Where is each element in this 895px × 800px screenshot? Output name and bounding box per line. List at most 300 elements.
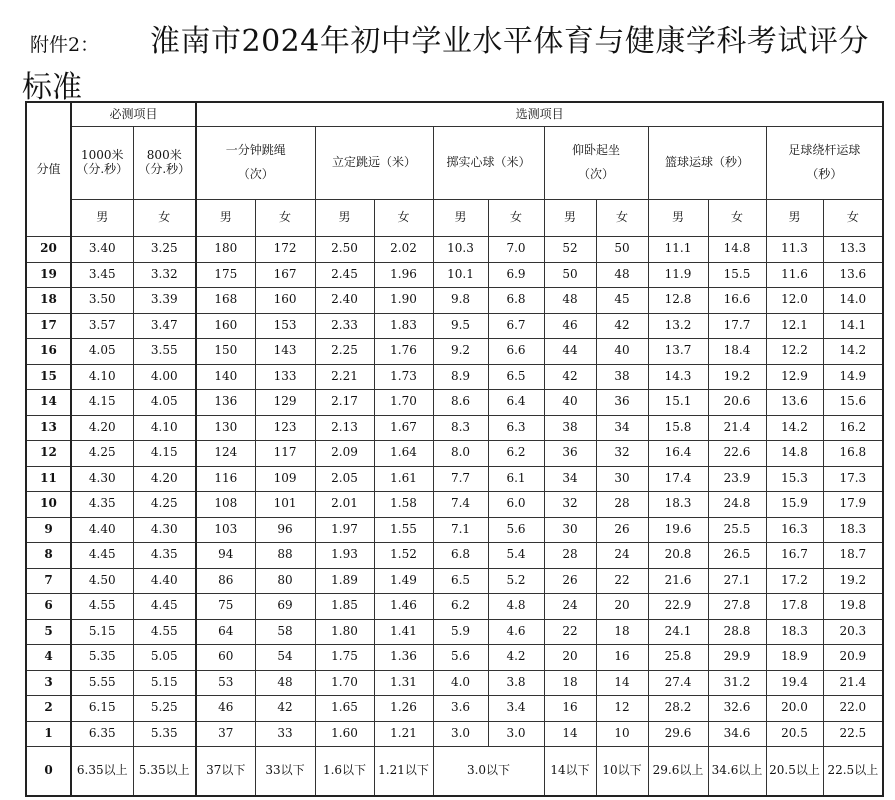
table-cell: 24: [596, 543, 648, 569]
table-cell: 3.39: [133, 288, 196, 314]
table-cell: 4.00: [133, 364, 196, 390]
table-cell: 143: [255, 339, 315, 365]
table-cell: 18: [596, 619, 648, 645]
table-cell: 48: [255, 670, 315, 696]
table-cell: 42: [255, 696, 315, 722]
table-row: [26, 441, 883, 467]
table-cell: 12: [596, 696, 648, 722]
table-cell: 22: [544, 619, 596, 645]
table-cell: 1.46: [374, 594, 433, 620]
table-cell: 7.0: [488, 237, 544, 263]
table-cell: 3.4: [488, 696, 544, 722]
table-cell: 1.49: [374, 568, 433, 594]
table-cell: 31.2: [708, 670, 766, 696]
soccer-male-header: 男: [766, 200, 823, 237]
run800-female-header: 女: [133, 200, 196, 237]
table-cell: 19.8: [823, 594, 883, 620]
table-cell: 6.5: [433, 568, 488, 594]
table-cell: 6.0: [488, 492, 544, 518]
table-row: [26, 670, 883, 696]
table-cell: 5.15: [133, 670, 196, 696]
table-cell: 7.4: [433, 492, 488, 518]
score-value: 19: [26, 262, 71, 288]
table-cell: 4.15: [133, 441, 196, 467]
table-cell: 14: [544, 721, 596, 747]
table-cell: 18.3: [648, 492, 708, 518]
table-cell: 20.3: [823, 619, 883, 645]
table-cell: 22.9: [648, 594, 708, 620]
table-cell: 2.01: [315, 492, 374, 518]
rope-male-header: 男: [196, 200, 255, 237]
page-title-continued: 标准: [22, 70, 82, 105]
table-cell: 18: [544, 670, 596, 696]
score-value: 7: [26, 568, 71, 594]
table-cell: 11.3: [766, 237, 823, 263]
table-cell: 4.25: [71, 441, 133, 467]
table-cell: 5.6: [488, 517, 544, 543]
table-cell: 86: [196, 568, 255, 594]
score-value: 5: [26, 619, 71, 645]
table-row: [26, 339, 883, 365]
table-cell: 6.8: [433, 543, 488, 569]
table-cell: 28: [596, 492, 648, 518]
table-cell: 1.26: [374, 696, 433, 722]
table-cell: 4.2: [488, 645, 544, 671]
table-cell: 1.21: [374, 721, 433, 747]
table-cell: 75: [196, 594, 255, 620]
table-cell: 20: [544, 645, 596, 671]
table-cell: 14.2: [766, 415, 823, 441]
table-cell: 5.05: [133, 645, 196, 671]
table-cell: 6.2: [433, 594, 488, 620]
table-cell: 13.7: [648, 339, 708, 365]
item-basketball-header: 篮球运球（秒）: [648, 127, 766, 200]
annex-label: 附件2：: [30, 34, 100, 56]
zero-situp-male: 14以下: [544, 747, 596, 797]
jump-female-header: 女: [374, 200, 433, 237]
table-cell: 5.6: [433, 645, 488, 671]
table-cell: 4.35: [71, 492, 133, 518]
table-cell: 15.6: [823, 390, 883, 416]
table-cell: 5.35: [71, 645, 133, 671]
table-cell: 17.4: [648, 466, 708, 492]
table-cell: 3.8: [488, 670, 544, 696]
jump-male-header: 男: [315, 200, 374, 237]
table-cell: 1.55: [374, 517, 433, 543]
table-cell: 1.31: [374, 670, 433, 696]
optional-group-header: 选测项目: [196, 102, 883, 127]
table-cell: 11.1: [648, 237, 708, 263]
table-cell: 52: [544, 237, 596, 263]
table-cell: 11.9: [648, 262, 708, 288]
table-cell: 1.96: [374, 262, 433, 288]
table-cell: 2.02: [374, 237, 433, 263]
title-line: [22, 16, 882, 60]
table-cell: 2.33: [315, 313, 374, 339]
table-row: [26, 619, 883, 645]
table-cell: 26.5: [708, 543, 766, 569]
table-cell: 18.3: [766, 619, 823, 645]
score-value: 13: [26, 415, 71, 441]
table-cell: 13.6: [823, 262, 883, 288]
table-row: [26, 696, 883, 722]
table-cell: 28: [544, 543, 596, 569]
required-group-header: 必测项目: [71, 102, 196, 127]
table-cell: 3.6: [433, 696, 488, 722]
table-cell: 48: [544, 288, 596, 314]
table-cell: 33: [255, 721, 315, 747]
table-cell: 6.7: [488, 313, 544, 339]
zero-rope-male: 37以下: [196, 747, 255, 797]
table-cell: 34.6: [708, 721, 766, 747]
table-cell: 1.64: [374, 441, 433, 467]
table-cell: 34: [544, 466, 596, 492]
item-rope-header: 一分钟跳绳 （次）: [196, 127, 315, 200]
table-cell: 16.4: [648, 441, 708, 467]
table-cell: 21.4: [823, 670, 883, 696]
table-cell: 17.9: [823, 492, 883, 518]
table-cell: 22.6: [708, 441, 766, 467]
table-cell: 4.05: [71, 339, 133, 365]
table-cell: 24: [544, 594, 596, 620]
table-cell: 5.55: [71, 670, 133, 696]
table-row: [26, 390, 883, 416]
table-cell: 1.65: [315, 696, 374, 722]
table-cell: 29.9: [708, 645, 766, 671]
table-cell: 13.3: [823, 237, 883, 263]
table-cell: 64: [196, 619, 255, 645]
table-cell: 42: [596, 313, 648, 339]
table-cell: 50: [596, 237, 648, 263]
table-cell: 18.9: [766, 645, 823, 671]
table-cell: 14.8: [766, 441, 823, 467]
table-cell: 140: [196, 364, 255, 390]
table-cell: 54: [255, 645, 315, 671]
table-row: [26, 594, 883, 620]
table-cell: 3.0: [433, 721, 488, 747]
item-1000m-header: 1000米（分.秒）: [71, 127, 133, 200]
page-title: 淮南市2024年初中学业水平体育与健康学科考试评分: [150, 24, 869, 59]
table-row: [26, 288, 883, 314]
table-cell: 18.7: [823, 543, 883, 569]
table-cell: 10: [596, 721, 648, 747]
table-cell: 180: [196, 237, 255, 263]
table-cell: 14.0: [823, 288, 883, 314]
table-cell: 15.9: [766, 492, 823, 518]
table-cell: 1.52: [374, 543, 433, 569]
table-cell: 17.3: [823, 466, 883, 492]
table-cell: 8.9: [433, 364, 488, 390]
table-cell: 16: [596, 645, 648, 671]
table-cell: 3.57: [71, 313, 133, 339]
table-cell: 4.45: [133, 594, 196, 620]
situp-male-header: 男: [544, 200, 596, 237]
table-cell: 8.6: [433, 390, 488, 416]
table-cell: 94: [196, 543, 255, 569]
table-cell: 129: [255, 390, 315, 416]
table-cell: 3.25: [133, 237, 196, 263]
table-cell: 14: [596, 670, 648, 696]
title-area: [22, 16, 882, 106]
score-value: 14: [26, 390, 71, 416]
table-cell: 30: [596, 466, 648, 492]
table-cell: 1.36: [374, 645, 433, 671]
table-cell: 1.75: [315, 645, 374, 671]
table-cell: 123: [255, 415, 315, 441]
table-cell: 172: [255, 237, 315, 263]
table-cell: 4.40: [133, 568, 196, 594]
run1000-male-header: 男: [71, 200, 133, 237]
table-row: [26, 517, 883, 543]
score-value: 16: [26, 339, 71, 365]
table-cell: 3.40: [71, 237, 133, 263]
table-cell: 53: [196, 670, 255, 696]
table-cell: 38: [596, 364, 648, 390]
table-cell: 17.7: [708, 313, 766, 339]
zero-soccer-female: 22.5以上: [823, 747, 883, 797]
table-cell: 4.10: [133, 415, 196, 441]
zero-basketball-male: 29.6以上: [648, 747, 708, 797]
table-cell: 108: [196, 492, 255, 518]
table-cell: 2.40: [315, 288, 374, 314]
table-cell: 22.5: [823, 721, 883, 747]
table-cell: 17.2: [766, 568, 823, 594]
table-cell: 21.4: [708, 415, 766, 441]
item-jump-header: 立定跳远（米）: [315, 127, 433, 200]
table-cell: 19.2: [708, 364, 766, 390]
zero-basketball-female: 34.6以上: [708, 747, 766, 797]
table-cell: 20.6: [708, 390, 766, 416]
table-cell: 160: [255, 288, 315, 314]
table-cell: 16.8: [823, 441, 883, 467]
table-cell: 80: [255, 568, 315, 594]
table-cell: 167: [255, 262, 315, 288]
table-cell: 1.70: [315, 670, 374, 696]
basketball-female-header: 女: [708, 200, 766, 237]
table-cell: 18.4: [708, 339, 766, 365]
table-cell: 1.61: [374, 466, 433, 492]
table-cell: 22: [596, 568, 648, 594]
table-cell: 1.73: [374, 364, 433, 390]
table-cell: 19.6: [648, 517, 708, 543]
table-cell: 1.70: [374, 390, 433, 416]
table-cell: 37: [196, 721, 255, 747]
item-soccer-header: 足球绕杆运球 （秒）: [766, 127, 883, 200]
zero-score-value: 0: [26, 747, 71, 797]
table-cell: 25.5: [708, 517, 766, 543]
table-cell: 136: [196, 390, 255, 416]
table-cell: 1.41: [374, 619, 433, 645]
table-cell: 5.2: [488, 568, 544, 594]
table-cell: 29.6: [648, 721, 708, 747]
table-cell: 2.13: [315, 415, 374, 441]
table-cell: 13.6: [766, 390, 823, 416]
table-cell: 4.25: [133, 492, 196, 518]
table-cell: 4.15: [71, 390, 133, 416]
table-cell: 2.25: [315, 339, 374, 365]
score-value: 2: [26, 696, 71, 722]
zero-1000m-male: 6.35以上: [71, 747, 133, 797]
table-cell: 2.09: [315, 441, 374, 467]
table-cell: 14.1: [823, 313, 883, 339]
table-cell: 32: [596, 441, 648, 467]
table-row-zero: [26, 747, 883, 797]
table-cell: 168: [196, 288, 255, 314]
table-cell: 103: [196, 517, 255, 543]
table-cell: 10.1: [433, 262, 488, 288]
table-cell: 1.67: [374, 415, 433, 441]
zero-jump-female: 1.21以下: [374, 747, 433, 797]
table-cell: 32.6: [708, 696, 766, 722]
table-cell: 10.3: [433, 237, 488, 263]
table-row: [26, 466, 883, 492]
score-value: 18: [26, 288, 71, 314]
zero-rope-female: 33以下: [255, 747, 315, 797]
table-cell: 4.55: [71, 594, 133, 620]
table-cell: 42: [544, 364, 596, 390]
table-cell: 28.8: [708, 619, 766, 645]
score-header: 分值: [26, 102, 71, 237]
score-value: 17: [26, 313, 71, 339]
table-cell: 38: [544, 415, 596, 441]
table-row: [26, 721, 883, 747]
table-cell: 4.10: [71, 364, 133, 390]
score-value: 6: [26, 594, 71, 620]
table-cell: 44: [544, 339, 596, 365]
table-cell: 20.8: [648, 543, 708, 569]
table-cell: 6.4: [488, 390, 544, 416]
table-row: [26, 415, 883, 441]
table-cell: 46: [544, 313, 596, 339]
table-cell: 3.47: [133, 313, 196, 339]
score-value: 12: [26, 441, 71, 467]
score-value: 11: [26, 466, 71, 492]
table-cell: 9.2: [433, 339, 488, 365]
table-cell: 4.8: [488, 594, 544, 620]
soccer-female-header: 女: [823, 200, 883, 237]
table-cell: 130: [196, 415, 255, 441]
table-cell: 8.0: [433, 441, 488, 467]
table-cell: 24.1: [648, 619, 708, 645]
table-cell: 6.5: [488, 364, 544, 390]
table-cell: 96: [255, 517, 315, 543]
item-situp-header: 仰卧起坐 （次）: [544, 127, 648, 200]
score-value: 3: [26, 670, 71, 696]
table-cell: 88: [255, 543, 315, 569]
table-cell: 3.50: [71, 288, 133, 314]
table-cell: 5.15: [71, 619, 133, 645]
zero-jump-male: 1.6以下: [315, 747, 374, 797]
table-cell: 6.35: [71, 721, 133, 747]
zero-800m-female: 5.35以上: [133, 747, 196, 797]
table-cell: 14.3: [648, 364, 708, 390]
table-cell: 27.1: [708, 568, 766, 594]
zero-ball: 3.0以下: [433, 747, 544, 797]
table-cell: 5.4: [488, 543, 544, 569]
table-cell: 23.9: [708, 466, 766, 492]
table-cell: 1.90: [374, 288, 433, 314]
table-cell: 9.8: [433, 288, 488, 314]
table-cell: 7.7: [433, 466, 488, 492]
score-value: 1: [26, 721, 71, 747]
table-cell: 6.1: [488, 466, 544, 492]
table-cell: 25.8: [648, 645, 708, 671]
table-cell: 1.85: [315, 594, 374, 620]
table-cell: 6.15: [71, 696, 133, 722]
table-cell: 3.45: [71, 262, 133, 288]
table-cell: 14.9: [823, 364, 883, 390]
table-cell: 6.9: [488, 262, 544, 288]
table-cell: 15.8: [648, 415, 708, 441]
table-cell: 50: [544, 262, 596, 288]
table-cell: 133: [255, 364, 315, 390]
table-cell: 13.2: [648, 313, 708, 339]
table-cell: 60: [196, 645, 255, 671]
score-value: 20: [26, 237, 71, 263]
table-row: [26, 237, 883, 263]
table-cell: 46: [196, 696, 255, 722]
table-cell: 16.2: [823, 415, 883, 441]
table-cell: 17.8: [766, 594, 823, 620]
table-cell: 12.8: [648, 288, 708, 314]
table-cell: 8.3: [433, 415, 488, 441]
table-cell: 4.55: [133, 619, 196, 645]
table-cell: 5.35: [133, 721, 196, 747]
table-cell: 2.05: [315, 466, 374, 492]
table-cell: 20.5: [766, 721, 823, 747]
table-cell: 16: [544, 696, 596, 722]
table-cell: 1.89: [315, 568, 374, 594]
table-cell: 4.40: [71, 517, 133, 543]
table-cell: 16.7: [766, 543, 823, 569]
item-ball-header: 掷实心球（米）: [433, 127, 544, 200]
score-value: 15: [26, 364, 71, 390]
table-cell: 2.45: [315, 262, 374, 288]
table-cell: 16.3: [766, 517, 823, 543]
table-row: [26, 313, 883, 339]
ball-female-header: 女: [488, 200, 544, 237]
table-cell: 150: [196, 339, 255, 365]
table-cell: 26: [544, 568, 596, 594]
zero-situp-female: 10以下: [596, 747, 648, 797]
table-cell: 34: [596, 415, 648, 441]
table-cell: 4.0: [433, 670, 488, 696]
table-cell: 30: [544, 517, 596, 543]
table-cell: 21.6: [648, 568, 708, 594]
table-cell: 4.50: [71, 568, 133, 594]
table-cell: 3.32: [133, 262, 196, 288]
table-cell: 45: [596, 288, 648, 314]
table-cell: 116: [196, 466, 255, 492]
table-row: [26, 645, 883, 671]
table-cell: 20.0: [766, 696, 823, 722]
table-cell: 15.1: [648, 390, 708, 416]
table-cell: 2.17: [315, 390, 374, 416]
table-cell: 14.8: [708, 237, 766, 263]
table-cell: 9.5: [433, 313, 488, 339]
table-cell: 6.2: [488, 441, 544, 467]
table-cell: 4.20: [71, 415, 133, 441]
table-cell: 1.76: [374, 339, 433, 365]
table-cell: 3.55: [133, 339, 196, 365]
table-cell: 4.45: [71, 543, 133, 569]
table-cell: 20.9: [823, 645, 883, 671]
table-cell: 109: [255, 466, 315, 492]
table-cell: 18.3: [823, 517, 883, 543]
table-cell: 58: [255, 619, 315, 645]
table-cell: 12.0: [766, 288, 823, 314]
table-cell: 5.25: [133, 696, 196, 722]
